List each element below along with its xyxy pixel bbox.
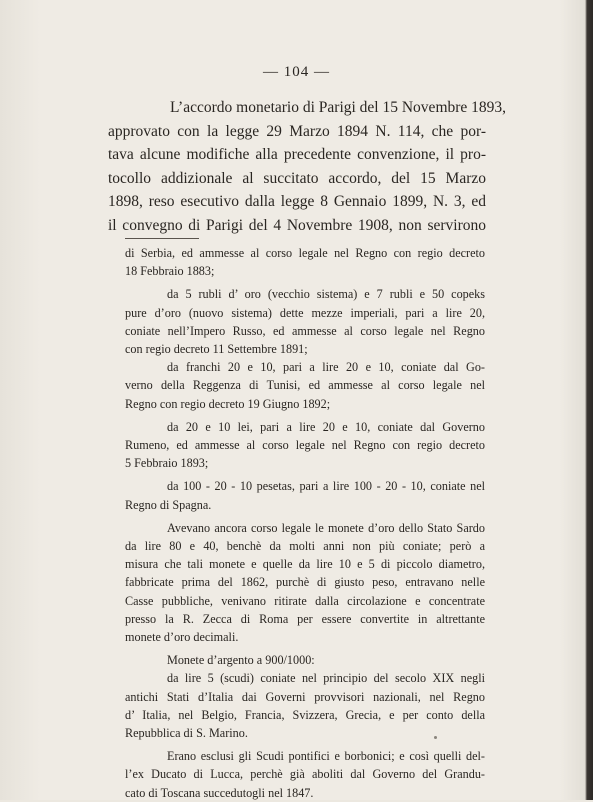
footnote-line: Repubblica di S. Marino. xyxy=(125,726,248,741)
footnote-line: 18 Febbraio 1883; xyxy=(125,264,215,279)
main-line: approvato con la legge 29 Marzo 1894 N. 114, che por- xyxy=(108,122,486,140)
print-speck xyxy=(434,736,437,739)
footnote-line: Avevano ancora corso legale le monete d’oro dello Stato Sardo xyxy=(167,520,485,535)
footnote-line: Monete d’argento a 900/1000: xyxy=(167,653,315,668)
footnote-line: da franchi 20 e 10, pari a lire 20 e 10, coniate dal Go- xyxy=(167,360,485,375)
main-line: tava alcune modifiche alla precedente convenzione, il pro- xyxy=(108,146,486,164)
footnote-line: da 5 rubli d’ oro (vecchio sistema) e 7 rubli e 50 copeks xyxy=(167,287,485,302)
footnote-line: da lire 5 (scudi) coniate nel principio del secolo XIX negli xyxy=(167,671,485,686)
footnote-line: verno della Reggenza di Tunisi, ed ammesse al corso legale nel xyxy=(125,378,485,393)
footnote-line: cato di Toscana succedutogli nel 1847. xyxy=(125,785,314,800)
main-line: L’accordo monetario di Parigi del 15 Novembre 1893, xyxy=(170,99,507,116)
footnote-line: monete d’oro decimali. xyxy=(125,630,239,645)
footnote-line: con regio decreto 11 Settembre 1891; xyxy=(125,342,308,357)
footnote-line: presso la R. Zecca di Roma per essere convertite in altrettante xyxy=(125,611,485,626)
footnote-line: Rumeno, ed ammesse al corso legale nel Regno con regio decreto xyxy=(125,438,485,453)
main-paragraph xyxy=(108,96,507,238)
footnote-line: Regno di Spagna. xyxy=(125,497,212,512)
footnote-line: Erano esclusi gli Scudi pontifici e borbonici; e così quelli del- xyxy=(167,749,485,764)
footnote-line: coniate nell’Impero Russo, ed ammesse al corso legale nel Regno xyxy=(125,323,485,338)
footnote-block xyxy=(125,244,485,802)
main-line: tocollo addizionale al succitato accordo, del 15 Marzo xyxy=(108,169,486,187)
footnote-line: l’ex Ducato di Lucca, perchè già aboliti dal Governo del Grandu- xyxy=(125,767,485,782)
footnote-line: pure d’oro (nuovo sistema) dette mezze imperiali, pari a lire 20, xyxy=(125,305,485,320)
footnote-line: d’ Italia, nel Belgio, Francia, Svizzera, Grecia, e per conto della xyxy=(125,707,485,722)
page-number: — 104 — xyxy=(263,64,330,80)
main-line: il convegno di Parigi del 4 Novembre 1908, non servirono xyxy=(108,216,486,234)
footnote-line: 5 Febbraio 1893; xyxy=(125,456,209,471)
footnote-line: Regno con regio decreto 19 Giugno 1892; xyxy=(125,396,331,411)
footnote-divider xyxy=(125,238,199,239)
footnote-line: Casse pubbliche, venivano ritirate dalla circolazione e concentrate xyxy=(125,593,485,608)
footnote-line: antichi Stati d’Italia dai Governi provvisori nazionali, nel Regno xyxy=(125,689,485,704)
footnote-line: da 20 e 10 lei, pari a lire 20 e 10, coniate dal Governo xyxy=(167,419,485,434)
footnote-line: da lire 80 e 40, benchè da molti anni non più coniate; però a xyxy=(125,539,485,554)
footnote-line: di Serbia, ed ammesse al corso legale nel Regno con regio decreto xyxy=(125,246,485,260)
main-line: 1898, reso esecutivo dalla legge 8 Gennaio 1899, N. 3, ed xyxy=(108,193,486,211)
footnote-line: misura che tali monete e quelle da lire 10 e 5 di piccolo diametro, xyxy=(125,557,485,572)
footnote-line: da 100 - 20 - 10 pesetas, pari a lire 100 - 20 - 10, coniate nel xyxy=(167,479,485,494)
footnote-line: fabbricate prima del 1862, purchè di giusto peso, entravano nelle xyxy=(125,575,485,590)
